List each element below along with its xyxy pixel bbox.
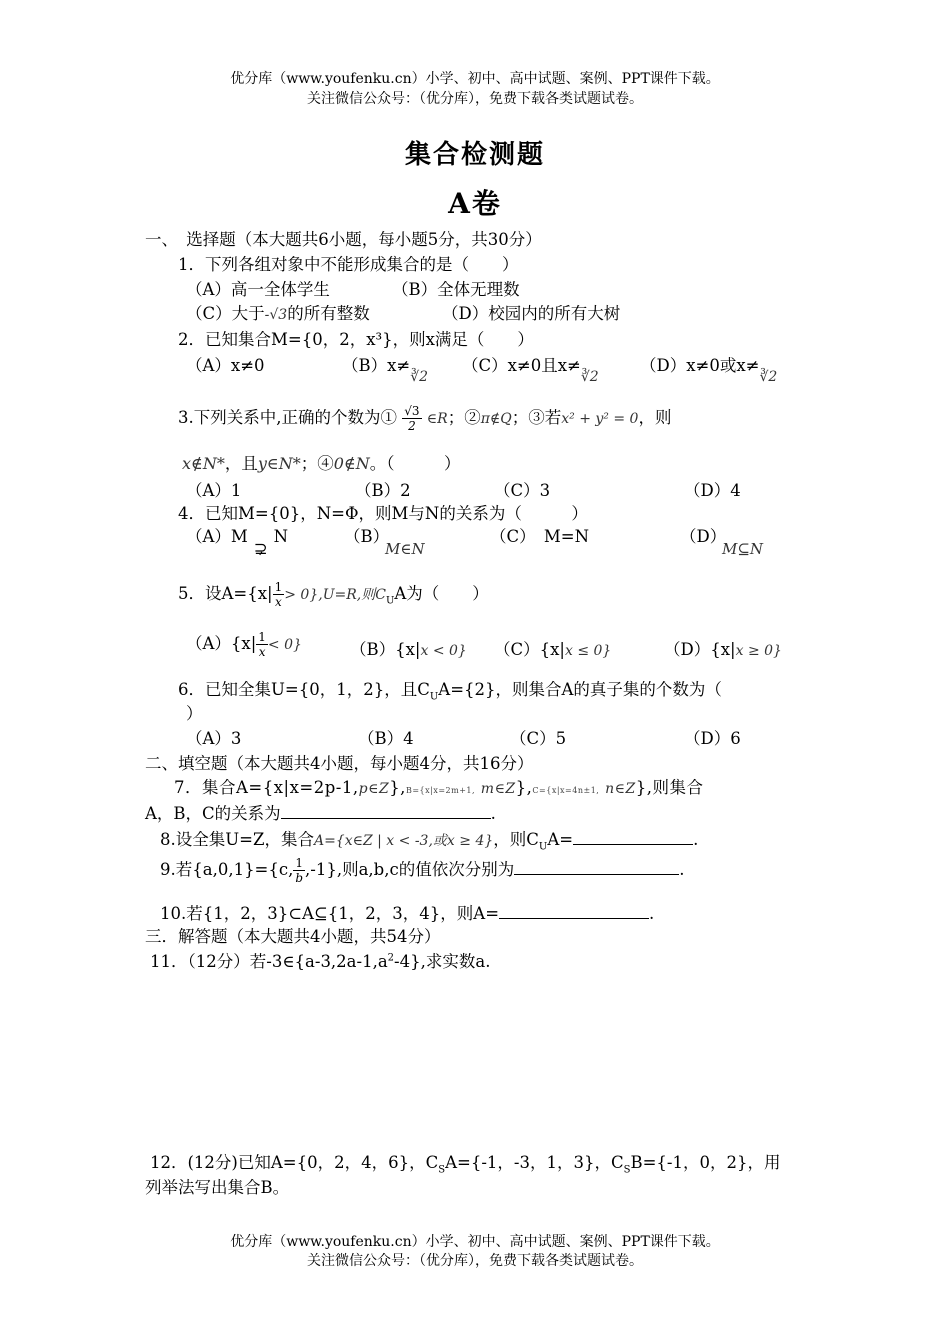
header-line-2: 关注微信公众号：（优分库），免费下载各类试题试卷。 <box>307 91 643 107</box>
q4-option-c: （C） M=N <box>490 527 590 546</box>
q4-option-a: （A）M⊋N <box>186 527 289 558</box>
q7-answer-blank[interactable] <box>281 804 491 819</box>
q10: 10.若{1，2，3}⊂A⊆{1，2，3，4}，则A= . <box>160 904 655 923</box>
q12-line2: 列举法写出集合B。 <box>145 1178 290 1197</box>
page-subtitle: A卷 <box>448 187 502 220</box>
q5-option-c: （C）{x|x ≤ 0} <box>494 640 612 659</box>
q6-stem-cont: ） <box>186 704 203 723</box>
section2-heading: 二、填空题（本大题共4小题，每小题4分，共16分） <box>145 754 534 773</box>
q8: 8.设全集U=Z，集合A={x∈Z | x < -3,或x ≥ 4}，则$C_UA=$ . <box>160 830 699 853</box>
footer-line-2: 关注微信公众号：（优分库），免费下载各类试题试卷。 <box>307 1253 643 1269</box>
q1-c-math: -√3 <box>264 307 288 323</box>
q1-option-b: （B）全体无理数 <box>392 280 520 299</box>
q3-fraction: $\frac{√3}{2}$ <box>404 404 420 433</box>
q1-stem: 1．下列各组对象中不能形成集合的是（ ） <box>178 255 519 274</box>
q6-option-b: （B）4 <box>358 729 414 748</box>
q5-stem: 5．设A={x| $\frac{1}{x}$ > 0},U=R,则$C_UA$为（ ） <box>178 580 489 609</box>
q4-option-b-math: M∈N <box>385 540 425 558</box>
q2-option-d: （D）x≠0或$x\ne_{∛2}$ <box>640 356 778 385</box>
q4-option-d-math: M⊆N <box>722 540 764 558</box>
header-line-1: 优分库（www.youfenku.cn）小学、初中、高中试题、案例、PPT课件下载。 <box>230 71 720 87</box>
q11: 11．（12分）若$-3\in\{a-3,2a-1,a^2-4\}$,求实数a. <box>150 952 491 971</box>
q10-answer-blank[interactable] <box>499 904 649 919</box>
q7-line2: A，B，C的关系为 . <box>145 804 496 823</box>
q3-option-d: （D）4 <box>684 481 741 500</box>
q1-option-c: （C）大于-√3的所有整数 <box>186 304 370 323</box>
q6-option-c: （C）5 <box>510 729 567 748</box>
section1-heading: 一、 选择题（本大题共6小题，每小题5分，共30分） <box>145 230 542 249</box>
q9-answer-blank[interactable] <box>514 860 679 875</box>
q12-line1: 12．(12分)已知A={0，2，4，6}，$C_SA=\{-1$，-3，1，3}，$C_SB=\{-1$，0，2}，用 <box>150 1153 781 1176</box>
q4-option-b: （B） <box>344 527 390 546</box>
section3-heading: 三．解答题（本大题共4小题，共54分） <box>145 927 441 946</box>
q3-option-a: （A）1 <box>186 481 242 500</box>
q1-option-d: （D）校园内的所有大树 <box>442 304 621 323</box>
page-title: 集合检测题 <box>404 140 545 170</box>
q2-option-b: $(B)x\ne_{∛2}$ <box>342 356 429 385</box>
q2-stem: 2．已知集合M={0，2，x³}，则x满足（ ） <box>178 330 534 349</box>
q4-option-d: （D） <box>680 527 727 546</box>
q3-option-c: （C）3 <box>494 481 551 500</box>
q6-stem: 6．已知全集U={0，1，2}，且$C_UA=\{2\}$，则集合A的真子集的个数为（ <box>178 680 722 703</box>
q9: 9.若{a,0,1}={c, $\frac{1}{b}$ ,-1},则a,b,c的值依次分别为 . <box>160 856 685 885</box>
q7-line1: 7．集合A={x|x=2p-1,p∈Z},B={x|x=2m+1, m∈Z},C={x|x=4n±1, n∈Z},则集合 <box>174 778 704 797</box>
q2-option-c: （C）x≠0且$x\ne_{∛2}$ <box>462 356 599 385</box>
q5-option-a: （A）{x| $\frac{1}{x}$ < 0} <box>186 630 302 659</box>
q1-option-a: （A）高一全体学生 <box>186 280 330 299</box>
q3-stem-line1: 3.下列关系中,正确的个数为① $\frac{√3}{2}$ ∈R；②π∉Q；③若x² + y² = 0，则 <box>178 404 672 433</box>
q6-option-d: （D）6 <box>684 729 741 748</box>
q4-stem: 4．已知M={0}，N=Φ，则M与N的关系为（ ） <box>178 504 588 523</box>
q5-option-b: （B）{x|x < 0} <box>350 640 467 659</box>
q3-stem-line2: x∉N*，且y∈N*；④0∉N。（ ） <box>182 454 461 473</box>
q6-option-a: （A）3 <box>186 729 242 748</box>
q8-answer-blank[interactable] <box>573 830 693 845</box>
q5-option-d: （D）{x|x ≥ 0} <box>664 640 782 659</box>
footer-line-1: 优分库（www.youfenku.cn）小学、初中、高中试题、案例、PPT课件下载。 <box>230 1234 720 1250</box>
q2-option-a: （A）x≠0 <box>186 356 265 375</box>
q3-option-b: （B）2 <box>355 481 411 500</box>
